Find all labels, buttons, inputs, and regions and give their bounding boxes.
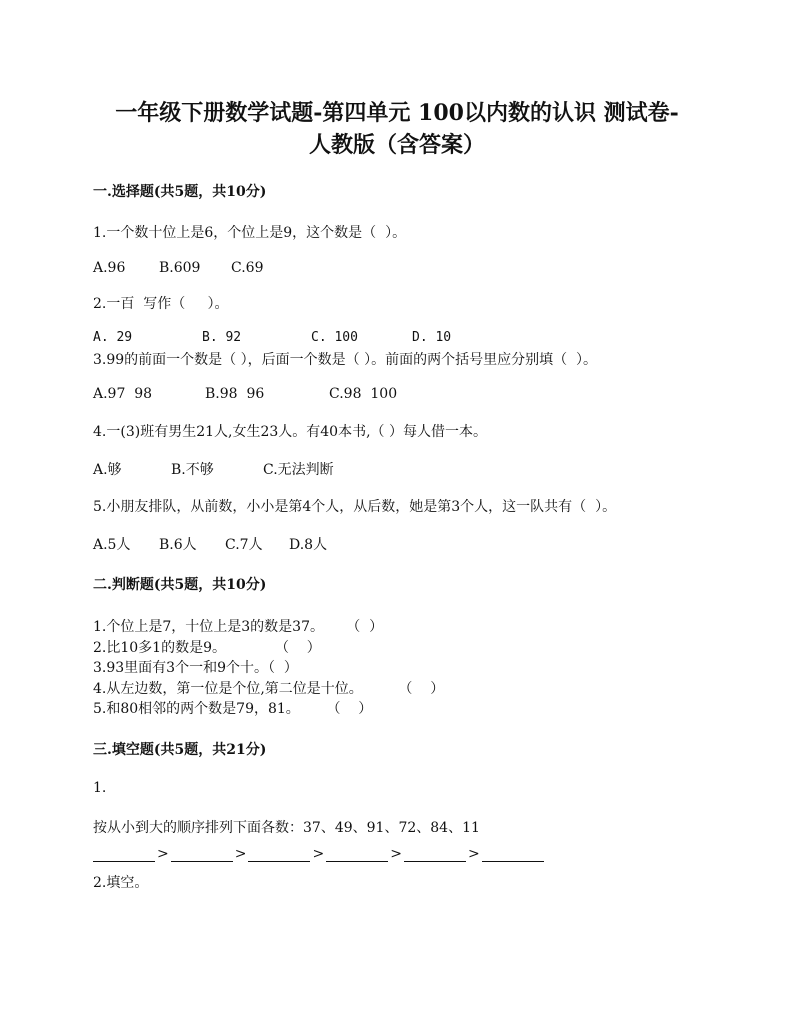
option: D.8人 — [289, 537, 328, 553]
option: C.无法判断 — [263, 462, 334, 478]
judgement-item-5: 5.和80相邻的两个数是79，81。 （ ） — [93, 701, 373, 717]
option: B.609 — [159, 260, 201, 276]
option: A.97 98 — [93, 386, 153, 402]
option: C.69 — [231, 260, 264, 276]
question-4: 4.一(3)班有男生21人,女生23人。有40本书,（ ）每人借一本。 — [93, 424, 487, 440]
question-1: 1.一个数十位上是6，个位上是9，这个数是（ ）。 — [93, 225, 407, 241]
option: B. 92 — [202, 330, 242, 345]
fill-question-2: 2.填空。 — [93, 875, 149, 891]
option: B.98 96 — [205, 386, 265, 402]
option: D. 10 — [412, 330, 452, 345]
answer-blank[interactable] — [171, 849, 233, 862]
answer-blank[interactable] — [326, 849, 388, 862]
option: B.不够 — [171, 462, 214, 478]
answer-blank[interactable] — [404, 849, 466, 862]
option: A. 29 — [93, 330, 133, 345]
document-title-line1: 一年级下册数学试题-第四单元 100以内数的认识 测试卷- — [115, 100, 679, 126]
question-2: 2.一百 写作（ ）。 — [93, 296, 229, 312]
question-5: 5.小朋友排队，从前数，小小是第4个人，从后数，她是第3个人，这一队共有（ ）。 — [93, 499, 617, 515]
option: C.98 100 — [329, 386, 398, 402]
greater-than-sign: > — [312, 846, 325, 862]
question-5-options — [93, 534, 327, 554]
option: B.6人 — [159, 537, 197, 553]
option: C. 100 — [311, 330, 358, 345]
judgement-item-3: 3.93里面有3个一和9个十。（ ） — [93, 660, 298, 676]
option: C.7人 — [225, 537, 263, 553]
option: A.96 — [93, 260, 126, 276]
answer-blank[interactable] — [93, 849, 155, 862]
fill-question-1-number: 1. — [93, 780, 107, 796]
greater-than-sign: > — [467, 846, 480, 862]
document-title-line2: 人教版（含答案） — [308, 132, 485, 158]
fill-question-1-text: 按从小到大的顺序排列下面各数：37、49、91、72、84、11 — [93, 820, 480, 836]
question-3: 3.99的前面一个数是（ ），后面一个数是（ ）。前面的两个括号里应分别填（ ）。 — [93, 352, 597, 368]
ordering-blanks — [93, 846, 544, 862]
answer-blank[interactable] — [248, 849, 310, 862]
answer-blank[interactable] — [482, 849, 544, 862]
question-4-options — [93, 459, 334, 479]
section-heading-choice: 一.选择题(共5题，共10分) — [93, 184, 267, 200]
judgement-item-4: 4.从左边数，第一位是个位,第二位是十位。 （ ） — [93, 681, 445, 697]
judgement-item-2: 2.比10多1的数是9。 （ ） — [93, 640, 321, 656]
question-2-options — [93, 330, 451, 345]
section-heading-judgement: 二.判断题(共5题，共10分) — [93, 577, 267, 593]
question-1-options — [93, 260, 263, 276]
section-heading-fill: 三.填空题(共5题，共21分) — [93, 742, 267, 758]
judgement-item-1: 1.个位上是7，十位上是3的数是37。 （ ） — [93, 619, 384, 635]
question-3-options — [93, 386, 397, 402]
greater-than-sign: > — [390, 846, 402, 862]
option: A.够 — [93, 462, 122, 478]
option: A.5人 — [93, 537, 131, 553]
greater-than-sign: > — [234, 846, 247, 862]
greater-than-sign: > — [157, 846, 169, 862]
